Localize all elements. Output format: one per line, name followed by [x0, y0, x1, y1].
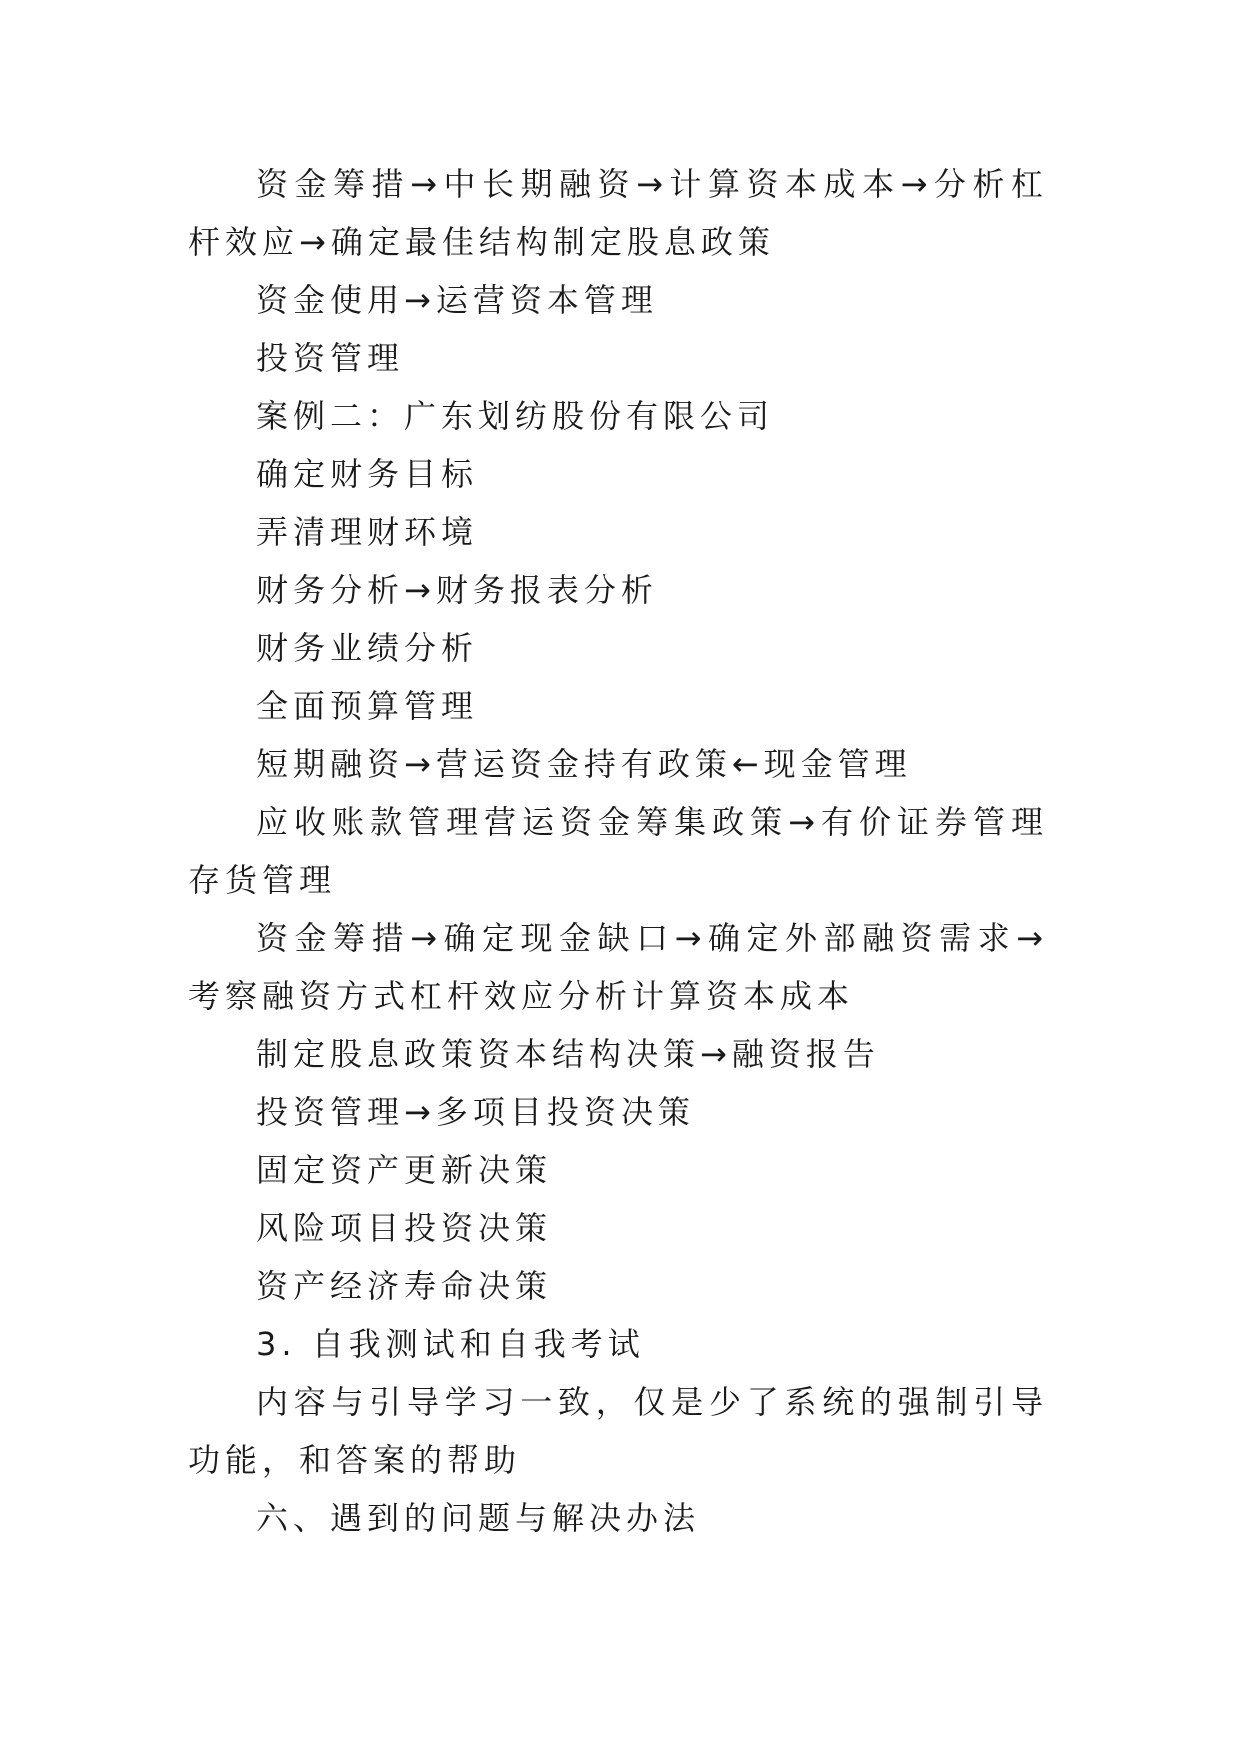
paragraph: 投资管理→多项目投资决策 [256, 1093, 695, 1131]
paragraph: 资金筹措→确定现金缺口→确定外部融资需求→考察融资方式杠杆效应分析计算资本成本 [188, 919, 1048, 1015]
paragraph: 固定资产更新决策 [256, 1151, 553, 1189]
paragraph: 资金使用→运营资本管理 [256, 281, 658, 319]
paragraph: 全面预算管理 [256, 687, 479, 725]
section-heading: 案例二：广东划纺股份有限公司 [256, 397, 775, 435]
section-heading: 3. 自我测试和自我考试 [256, 1325, 645, 1363]
section-heading: 六、遇到的问题与解决办法 [256, 1499, 701, 1537]
paragraph: 应收账款管理营运资金筹集政策→有价证券管理存货管理 [188, 803, 1048, 899]
paragraph: 财务业绩分析 [256, 629, 479, 667]
paragraph: 风险项目投资决策 [256, 1209, 553, 1247]
document-body [188, 155, 1048, 1547]
paragraph: 资金筹措→中长期融资→计算资本成本→分析杠杆效应→确定最佳结构制定股息政策 [188, 165, 1048, 261]
paragraph: 投资管理 [256, 339, 405, 377]
paragraph: 内容与引导学习一致，仅是少了系统的强制引导功能，和答案的帮助 [188, 1383, 1048, 1479]
paragraph: 财务分析→财务报表分析 [256, 571, 658, 609]
paragraph: 弄清理财环境 [256, 513, 479, 551]
paragraph: 资产经济寿命决策 [256, 1267, 553, 1305]
paragraph: 短期融资→营运资金持有政策←现金管理 [256, 745, 912, 783]
paragraph: 制定股息政策资本结构决策→融资报告 [256, 1035, 880, 1073]
paragraph: 确定财务目标 [256, 455, 479, 493]
